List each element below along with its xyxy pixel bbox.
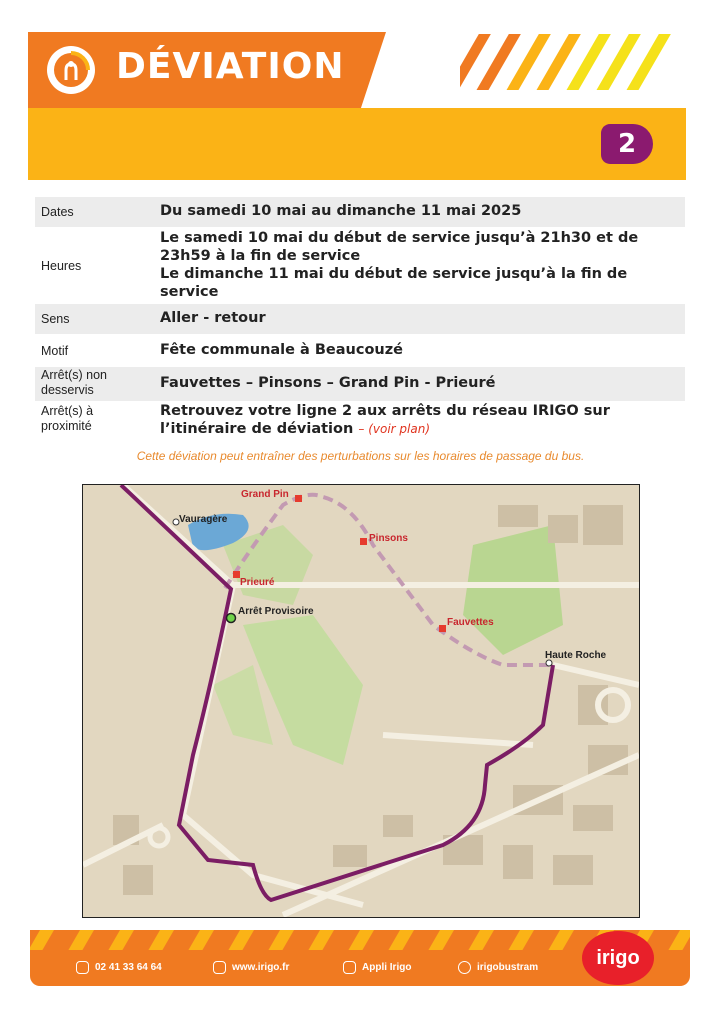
stop-label-vauragere: Vauragère [179, 514, 228, 525]
row-label-line: Arrêt(s) à [41, 404, 94, 418]
row-value-line: 23h59 à la fin de service [160, 248, 361, 264]
info-row-direction [35, 304, 685, 334]
warning-note: Cette déviation peut entraîner des perturbations sur les horaires de passage du bus. [136, 449, 585, 463]
row-label: Sens [41, 312, 70, 326]
monitor-icon [213, 961, 226, 974]
diversion-icon [45, 44, 97, 96]
row-value-line: service [160, 284, 219, 300]
stop-label-prieure: Prieuré [240, 577, 275, 588]
smartphone-icon [343, 961, 356, 974]
footer-app[interactable] [343, 961, 411, 974]
x-social-icon [458, 961, 471, 974]
see-map-note: – (voir plan) [358, 422, 431, 436]
deviation-map[interactable] [82, 484, 640, 918]
cancelled-stop-marker [439, 625, 446, 632]
row-value-line: Le samedi 10 mai du début de service jusqu’à 21h30 et de [160, 230, 639, 246]
page-title: DÉVIATION [116, 46, 345, 87]
line-number-badge: 2 [601, 124, 653, 164]
info-row-reason [35, 336, 685, 366]
row-value: Fauvettes – Pinsons – Grand Pin - Prieuré [160, 375, 496, 391]
stop-label-arret-provisoire: Arrêt Provisoire [238, 606, 314, 617]
row-label-line: desservis [41, 383, 94, 397]
footer-social[interactable] [458, 961, 538, 974]
temporary-stop-marker [227, 614, 236, 623]
info-row-stops-not-served [35, 367, 685, 401]
cancelled-stop-marker [360, 538, 367, 545]
decorative-stripes [460, 32, 690, 90]
stop-label-haute-roche: Haute Roche [545, 650, 607, 661]
roundabout [150, 828, 168, 846]
stop-label-fauvettes: Fauvettes [447, 617, 494, 628]
row-value: Fête communale à Beaucouzé [160, 342, 404, 358]
row-label-line: proximité [41, 419, 92, 433]
info-row-dates [35, 197, 685, 227]
row-value: Du samedi 10 mai au dimanche 11 mai 2025 [160, 203, 522, 219]
row-label: Motif [41, 344, 69, 358]
footer-phone[interactable] [76, 961, 162, 974]
stop-label-grand-pin: Grand Pin [241, 489, 289, 500]
row-value-line: Retrouvez votre ligne 2 aux arrêts du réseau IRIGO sur [160, 403, 610, 419]
cancelled-stop-marker [233, 571, 240, 578]
park-area [463, 525, 563, 655]
cancelled-stop-marker [295, 495, 302, 502]
irigo-logo: irigo [582, 931, 654, 985]
info-row-nearby-stops [35, 402, 685, 440]
header-band [28, 108, 686, 180]
map-canvas [83, 485, 639, 917]
phone-icon [76, 961, 89, 974]
footer-website-text: www.irigo.fr [232, 962, 290, 974]
park-area [243, 615, 363, 765]
row-value-line: Le dimanche 11 mai du début de service jusqu’à la fin de [160, 266, 628, 282]
row-label: Dates [41, 205, 74, 219]
footer-social-text: irigobustram [477, 962, 539, 974]
row-value: Aller - retour [160, 310, 266, 326]
row-label-line: Arrêt(s) non [41, 368, 107, 382]
info-row-hours [35, 228, 685, 302]
row-label: Heures [41, 259, 82, 273]
row-value-line: l’itinéraire de déviation [160, 421, 354, 437]
stop-label-pinsons: Pinsons [369, 533, 408, 544]
footer-website[interactable] [213, 961, 289, 974]
footer-phone-text: 02 41 33 64 64 [95, 962, 162, 974]
footer-app-text: Appli Irigo [362, 962, 412, 974]
